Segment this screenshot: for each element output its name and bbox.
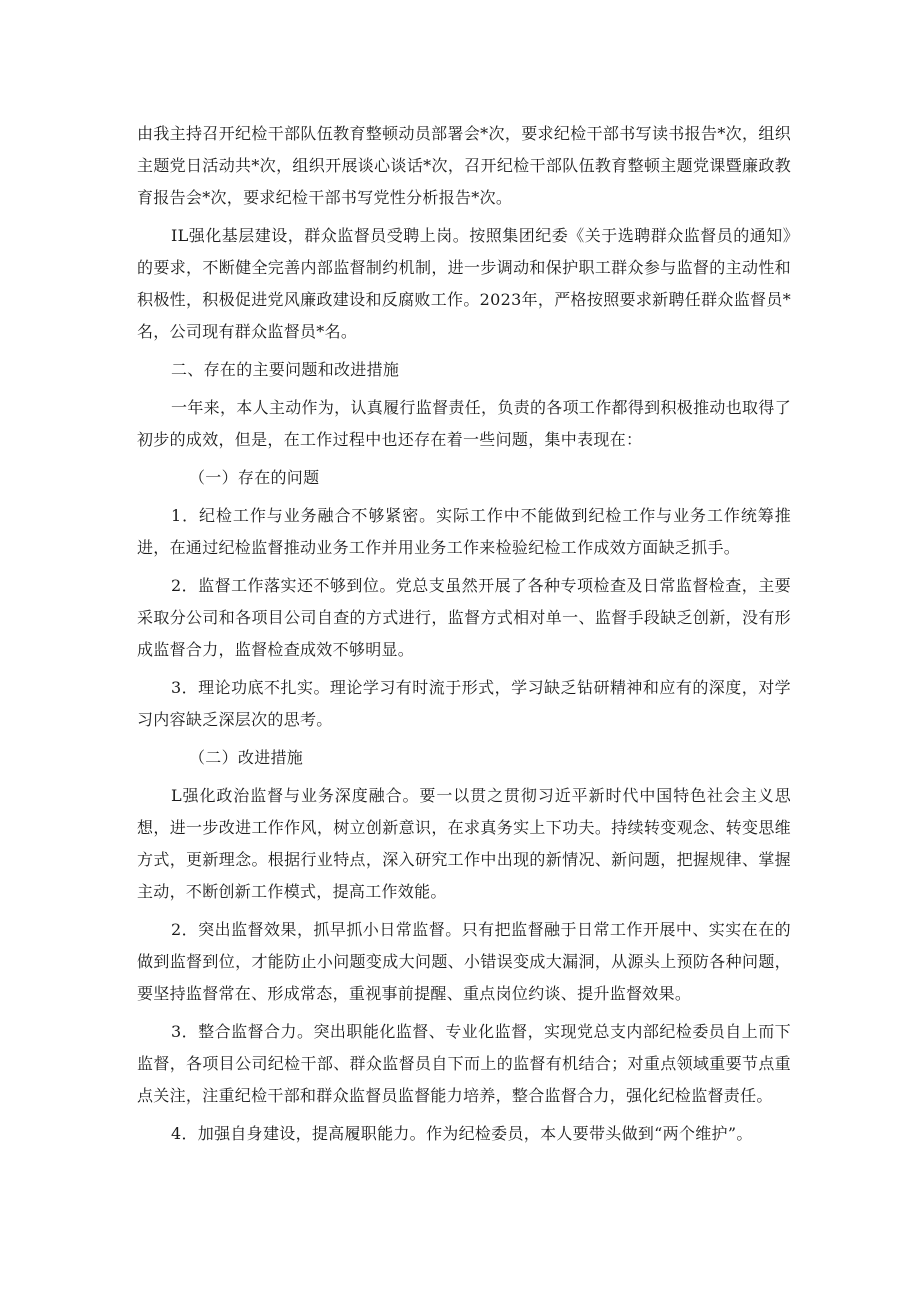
measure-item-3: 3．整合监督合力。突出职能化监督、专业化监督，实现党总支内部纪检委员自上而下监督，各项目公司纪检干部、群众监督员自下而上的监督有机结合；对重点领域重要节点重点关注，注重纪检干部和群众监督员监督能力培养，整合监督合力，强化纪检监督责任。 [137,1022,791,1105]
measure-item-4: 4．加强自身建设，提高履职能力。作为纪检委员，本人要带头做到“两个维护”。 [171,1124,753,1143]
paragraph-year-review: 一年来，本人主动作为，认真履行监督责任，负责的各项工作都得到积极推动也取得了初步的成效，但是，在工作过程中也还存在着一些问题，集中表现在： [137,398,791,449]
measure-item-1: L强化政治监督与业务深度融合。要一以贯之贯彻习近平新时代中国特色社会主义思想，进一步改进工作作风，树立创新意识，在求真务实上下功夫。持续转变观念、转变思维方式，更新理念。根据行业特点，深入研究工作中出现的新情况、新问题，把握规律、掌握主动，不断创新工作模式，提高工作效能。 [137,786,791,901]
document-body [137,118,791,1156]
subheading-improvement-measures: （二）改进措施 [189,748,304,767]
paragraph-grassroots-supervisors: IL强化基层建设，群众监督员受聘上岗。按照集团纪委《关于选聘群众监督员的通知》的要求，不断健全完善内部监督制约机制，进一步调动和保护职工群众参与监督的主动性和积极性，积极促进党风廉政建设和反腐败工作。2023年，严格按照要求新聘任群众监督员*名，公司现有群众监督员*名。 [137,226,791,341]
measure-item-2: 2．突出监督效果，抓早抓小日常监督。只有把监督融于日常工作开展中、实实在在的做到监督到位，才能防止小问题变成大问题、小错误变成大漏洞，从源头上预防各种问题，要坚持监督常在、形成常态，重视事前提醒、重点岗位约谈、提升监督效果。 [137,920,791,1003]
problem-item-3: 3．理论功底不扎实。理论学习有时流于形式，学习缺乏钻研精神和应有的深度，对学习内容缺乏深层次的思考。 [137,678,791,729]
section-heading-problems-measures: 二、存在的主要问题和改进措施 [171,360,400,379]
problem-item-1: 1．纪检工作与业务融合不够紧密。实际工作中不能做到纪检工作与业务工作统筹推进，在通过纪检监督推动业务工作并用业务工作来检验纪检工作成效方面缺乏抓手。 [137,506,791,557]
paragraph-meetings-summary: 由我主持召开纪检干部队伍教育整顿动员部署会*次，要求纪检干部书写读书报告*次，组织主题党日活动共*次，组织开展谈心谈话*次，召开纪检干部队伍教育整顿主题党课暨廉政教育报告会*次，要求纪检干部书写党性分析报告*次。 [137,124,791,207]
subheading-existing-problems: （一）存在的问题 [189,468,320,487]
problem-item-2: 2．监督工作落实还不够到位。党总支虽然开展了各种专项检查及日常监督检查，主要采取分公司和各项目公司自查的方式进行，监督方式相对单一、监督手段缺乏创新，没有形成监督合力，监督检查成效不够明显。 [137,576,791,659]
